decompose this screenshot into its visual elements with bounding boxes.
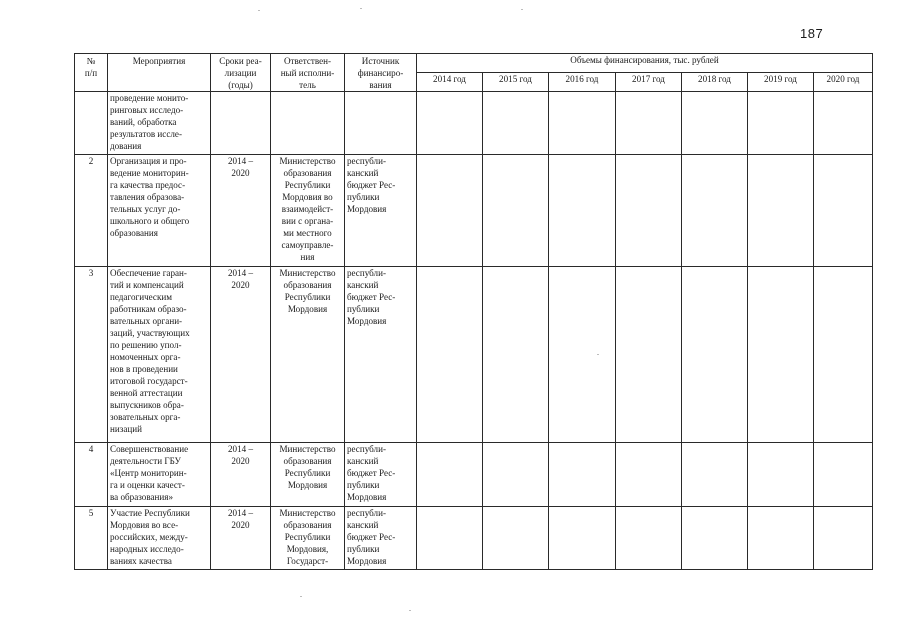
row-source: республи- канский бюджет Рес- публики Мордовия (345, 267, 417, 443)
row-cell-2017 (616, 267, 682, 443)
table-row (75, 507, 873, 570)
row-cell-2014 (417, 443, 483, 507)
header-row (75, 54, 873, 73)
row-source: республи- канский бюджет Рес- публики Мордовия (345, 507, 417, 570)
row-cell-2017 (616, 443, 682, 507)
row-cell-2017 (616, 507, 682, 570)
row-executor: Министерство образования Республики Мордовия (271, 267, 345, 443)
row-number: 4 (75, 443, 108, 507)
header-source: Источник финансиро- вания (345, 54, 417, 92)
row-cell-2016 (549, 92, 616, 155)
header-measure: Мероприятия (108, 54, 211, 92)
row-cell-2016 (549, 267, 616, 443)
row-source (345, 92, 417, 155)
row-measure: Совершенствование деятельности ГБУ «Центр мониторин- га и оценки качест- ва образования» (108, 443, 211, 507)
row-cell-2020 (814, 267, 873, 443)
row-measure: проведение монито- ринговых исследо- ваний, обработка результатов иссле- дования (108, 92, 211, 155)
row-cell-2014 (417, 155, 483, 267)
row-term: 2014 – 2020 (211, 267, 271, 443)
header-year-2020: 2020 год (814, 73, 873, 92)
header-year-2016: 2016 год (549, 73, 616, 92)
row-cell-2018 (682, 155, 748, 267)
scan-speck (300, 596, 302, 597)
row-cell-2019 (748, 92, 814, 155)
row-cell-2014 (417, 507, 483, 570)
row-executor: Министерство образования Республики Мордовия (271, 443, 345, 507)
table-row (75, 443, 873, 507)
row-cell-2015 (483, 155, 549, 267)
scan-speck (597, 354, 599, 355)
financing-plan-table (74, 53, 873, 570)
header-year-2017: 2017 год (616, 73, 682, 92)
row-cell-2017 (616, 92, 682, 155)
row-cell-2020 (814, 443, 873, 507)
row-measure: Обеспечение гаран- тий и компенсаций педагогическим работникам образо- вательных органи- заций, участвующих по решению упол- номоченных орга- нов в проведении итоговой государст- венной аттестации выпускников обра- зовательных орга- низаций (108, 267, 211, 443)
row-term: 2014 – 2020 (211, 155, 271, 267)
row-cell-2019 (748, 507, 814, 570)
row-executor (271, 92, 345, 155)
row-cell-2015 (483, 92, 549, 155)
row-measure: Организация и про- ведение мониторин- га качества предос- тавления образова- тельных услуг до- школьного и общего образования (108, 155, 211, 267)
header-no: № п/п (75, 54, 108, 92)
row-number: 5 (75, 507, 108, 570)
scan-speck (409, 610, 411, 611)
row-cell-2015 (483, 267, 549, 443)
header-term: Сроки реа- лизации (годы) (211, 54, 271, 92)
row-cell-2018 (682, 507, 748, 570)
scan-speck (521, 9, 523, 10)
table-row (75, 92, 873, 155)
row-cell-2014 (417, 92, 483, 155)
row-cell-2020 (814, 155, 873, 267)
row-source: республи- канский бюджет Рес- публики Мордовия (345, 155, 417, 267)
row-cell-2019 (748, 443, 814, 507)
row-cell-2016 (549, 443, 616, 507)
header-executor: Ответствен- ный исполни- тель (271, 54, 345, 92)
row-cell-2015 (483, 507, 549, 570)
header-year-2014: 2014 год (417, 73, 483, 92)
row-cell-2020 (814, 507, 873, 570)
row-measure: Участие Республики Мордовия во все- российских, между- народных исследо- ваниях качества (108, 507, 211, 570)
header-year-2018: 2018 год (682, 73, 748, 92)
header-year-2019: 2019 год (748, 73, 814, 92)
row-number (75, 92, 108, 155)
row-term: 2014 – 2020 (211, 507, 271, 570)
table-row (75, 267, 873, 443)
row-term: 2014 – 2020 (211, 443, 271, 507)
header-year-2015: 2015 год (483, 73, 549, 92)
scan-speck (360, 8, 362, 9)
row-cell-2019 (748, 155, 814, 267)
row-cell-2018 (682, 92, 748, 155)
row-cell-2018 (682, 267, 748, 443)
scan-speck (258, 10, 260, 11)
row-cell-2018 (682, 443, 748, 507)
row-number: 3 (75, 267, 108, 443)
row-cell-2015 (483, 443, 549, 507)
row-cell-2016 (549, 507, 616, 570)
row-cell-2014 (417, 267, 483, 443)
table-row (75, 155, 873, 267)
row-cell-2020 (814, 92, 873, 155)
row-cell-2019 (748, 267, 814, 443)
row-source: республи- канский бюджет Рес- публики Мордовия (345, 443, 417, 507)
row-number: 2 (75, 155, 108, 267)
page-number: 187 (800, 26, 824, 41)
row-term (211, 92, 271, 155)
header-volumes: Объемы финансирования, тыс. рублей (417, 54, 873, 73)
row-cell-2016 (549, 155, 616, 267)
row-cell-2017 (616, 155, 682, 267)
row-executor: Министерство образования Республики Мордовия во взаимодейст- вии с органа- ми местного самоуправле- ния (271, 155, 345, 267)
row-executor: Министерство образования Республики Мордовия, Государст- (271, 507, 345, 570)
